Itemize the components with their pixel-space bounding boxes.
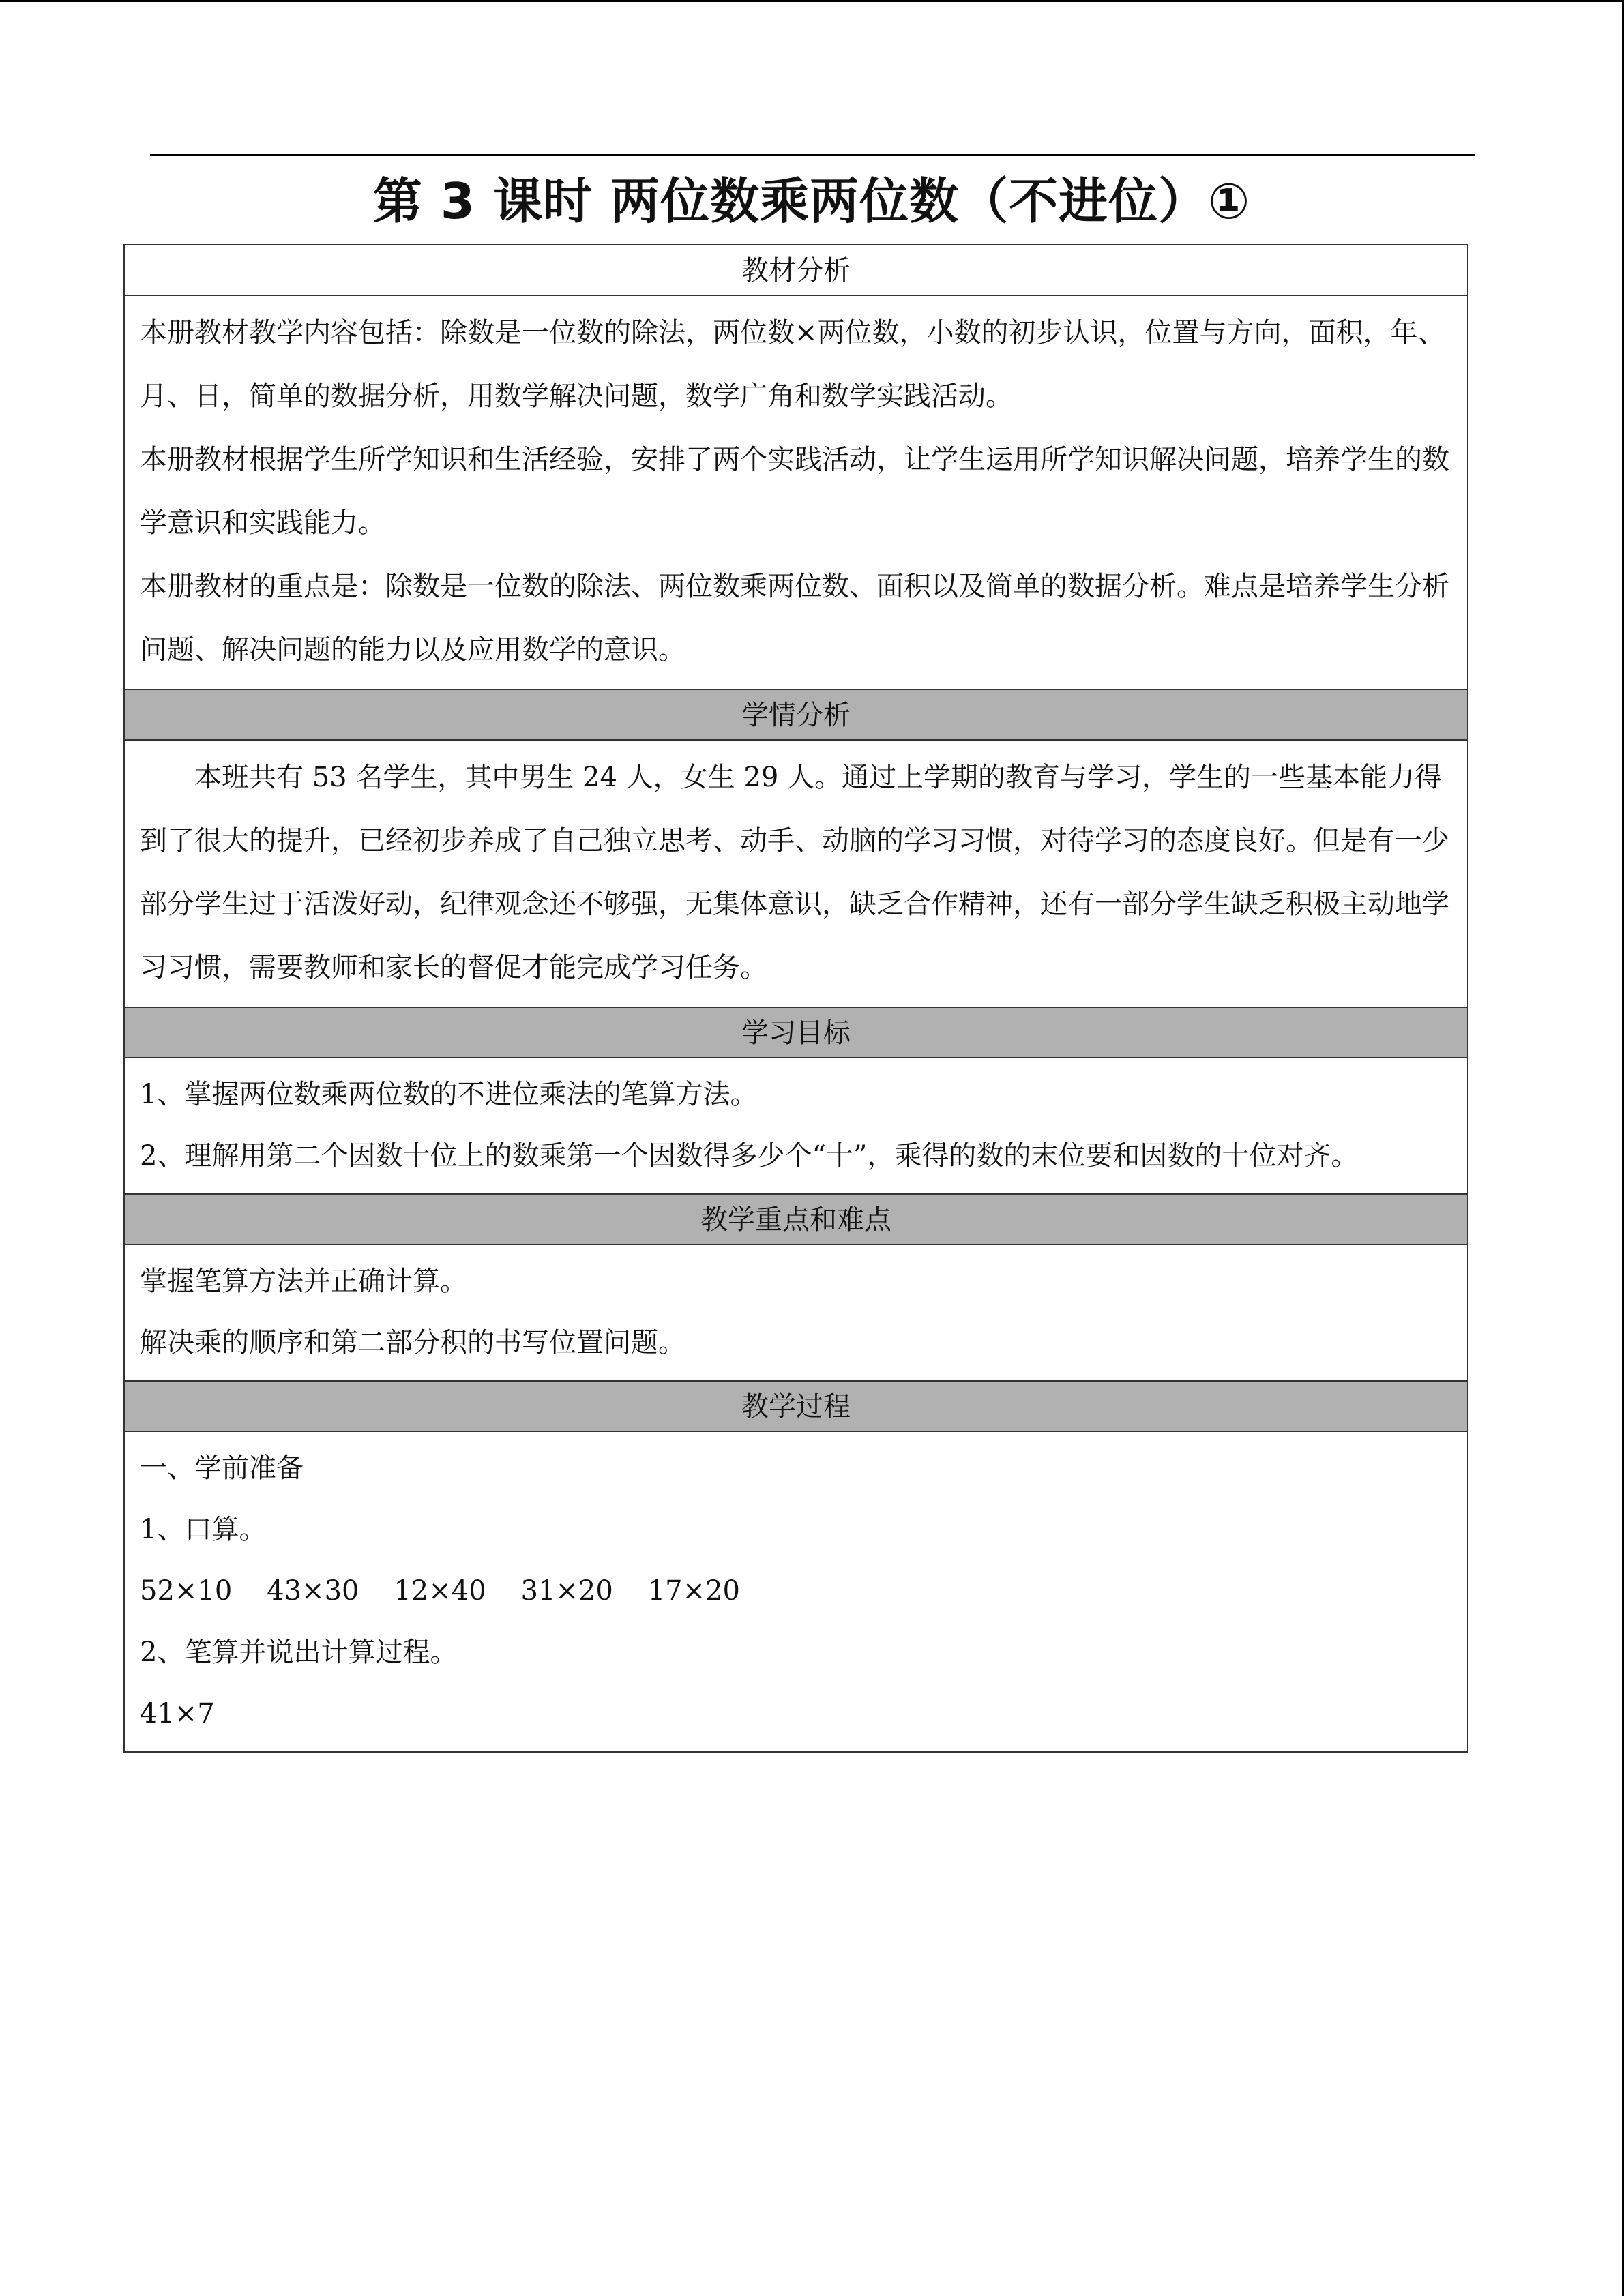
section-header-textbook-analysis: 教材分析 [125, 245, 1467, 296]
list-item: 1、掌握两位数乘两位数的不进位乘法的笔算方法。 [140, 1079, 758, 1110]
paragraph: 52×10 43×30 12×40 31×20 17×20 [140, 1575, 740, 1607]
header-rule [150, 154, 1475, 156]
section-body-teaching-process [125, 1432, 1467, 1751]
list-item: 2、理解用第二个因数十位上的数乘第一个因数得多少个“十”，乘得的数的末位要和因数的十位对齐。 [140, 1140, 1359, 1172]
section-header-student-analysis: 学情分析 [125, 690, 1467, 741]
paragraph: 41×7 [140, 1698, 215, 1729]
page-title: 第 3 课时 两位数乘两位数（不进位）① [372, 173, 1251, 230]
paragraph: 1、口算。 [140, 1514, 267, 1545]
section-body-learning-objectives [125, 1058, 1467, 1195]
paragraph: 一、学前准备 [140, 1452, 304, 1484]
paragraph: 本班共有 53 名学生，其中男生 24 人，女生 29 人。通过上学期的教育与学习，学生的一些基本能力得到了很大的提升，已经初步养成了自己独立思考、动手、动脑的学习习惯，对待学习的态度良好。但是有一少部分学生过于活泼好动，纪律观念还不够强，无集体意识，缺乏合作精神，还有一部分学生缺乏积极主动地学习习惯，需要教师和家长的督促才能完成学习任务。 [140, 762, 1449, 983]
lesson-plan-table [123, 244, 1468, 1753]
paragraph: 解决乘的顺序和第二部分积的书写位置问题。 [140, 1327, 685, 1358]
section-body-key-points [125, 1245, 1467, 1382]
page-top-border [0, 0, 1624, 2]
section-body-student-analysis [125, 741, 1467, 1008]
paragraph: 掌握笔算方法并正确计算。 [140, 1266, 467, 1297]
paragraph: 2、笔算并说出计算过程。 [140, 1637, 458, 1668]
section-header-teaching-process: 教学过程 [125, 1382, 1467, 1432]
paragraph: 本册教材的重点是：除数是一位数的除法、两位数乘两位数、面积以及简单的数据分析。难点是培养学生分析问题、解决问题的能力以及应用数学的意识。 [140, 571, 1449, 666]
section-header-learning-objectives: 学习目标 [125, 1008, 1467, 1058]
paragraph: 本册教材教学内容包括：除数是一位数的除法，两位数×两位数，小数的初步认识，位置与方向，面积，年、月、日，简单的数据分析，用数学解决问题，数学广角和数学实践活动。 [140, 317, 1445, 412]
paragraph: 本册教材根据学生所学知识和生活经验，安排了两个实践活动，让学生运用所学知识解决问题，培养学生的数学意识和实践能力。 [140, 444, 1449, 539]
section-header-key-points: 教学重点和难点 [125, 1195, 1467, 1245]
section-body-textbook-analysis [125, 296, 1467, 690]
